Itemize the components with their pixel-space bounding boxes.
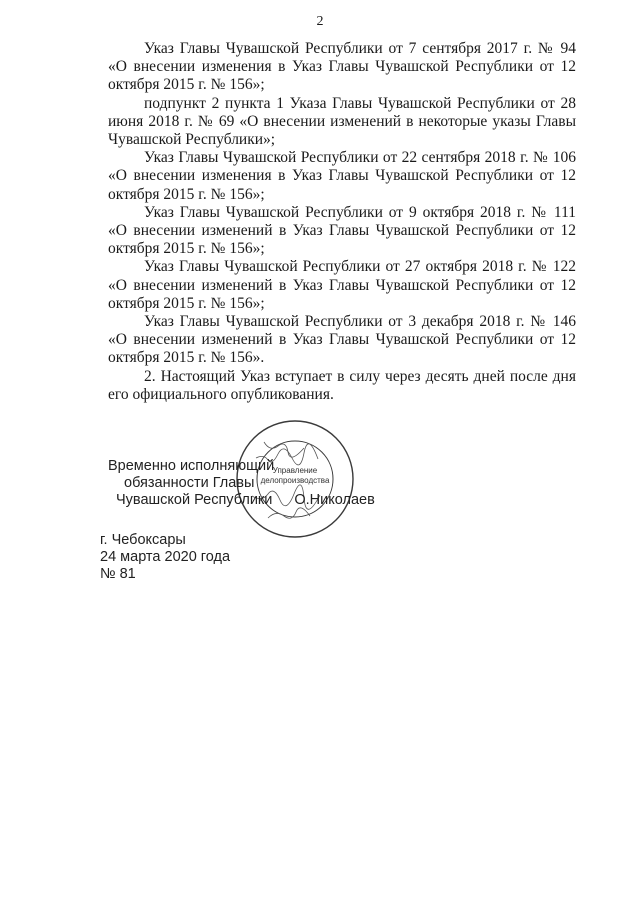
paragraph-decree-69: подпункт 2 пункта 1 Указа Главы Чувашской Республики от 28 июня 2018 г. № 69 «О внесении изменений в некоторые указы Главы Чувашской Республики»;	[108, 94, 576, 149]
paragraph-decree-122: Указ Главы Чувашской Республики от 27 октября 2018 г. № 122 «О внесении изменений в Указ Главы Чувашской Республики от 12 октября 2015 г. № 156»;	[108, 258, 576, 312]
signature-title-line-3-text: Чувашской Республики	[116, 492, 273, 508]
signature-title-line-1: Временно исполняющий	[108, 458, 275, 474]
paragraph-decree-111: Указ Главы Чувашской Республики от 9 октября 2018 г. № 111 «О внесении изменений в Указ Главы Чувашской Республики от 12 октября 2015 г. № 156»;	[108, 203, 576, 258]
decree-body	[108, 40, 576, 404]
page-number: 2	[316, 14, 324, 29]
signature-title-line-3	[108, 492, 408, 509]
place-date-block	[100, 532, 230, 583]
seal-inner-line-1: Управление	[272, 466, 318, 475]
seal-inner-line-2: делопроизводства	[260, 476, 330, 485]
paragraph-decree-106: Указ Главы Чувашской Республики от 22 сентября 2018 г. № 106 «О внесении изменения в Указ Главы Чувашской Республики от 12 октября 2015 г. № 156»;	[108, 149, 576, 203]
place: г. Чебоксары	[100, 532, 186, 548]
paragraph-decree-94: Указ Главы Чувашской Республики от 7 сентября 2017 г. № 94 «О внесении изменения в Указ Главы Чувашской Республики от 12 октября 2015 г. № 156»;	[108, 40, 576, 94]
paragraph-entry-into-force: 2. Настоящий Указ вступает в силу через десять дней после дня его официального опубликования.	[108, 367, 576, 403]
paragraph-decree-146: Указ Главы Чувашской Республики от 3 декабря 2018 г. № 146 «О внесении изменений в Указ Главы Чувашской Республики от 12 октября 2015 г. № 156».	[108, 313, 576, 367]
signature-title-line-2: обязанности Главы	[124, 475, 255, 491]
decree-date: 24 марта 2020 года	[100, 549, 231, 565]
decree-number: № 81	[100, 566, 136, 582]
signature-block	[108, 458, 408, 509]
signatory-name: О.Николаев	[294, 492, 375, 508]
